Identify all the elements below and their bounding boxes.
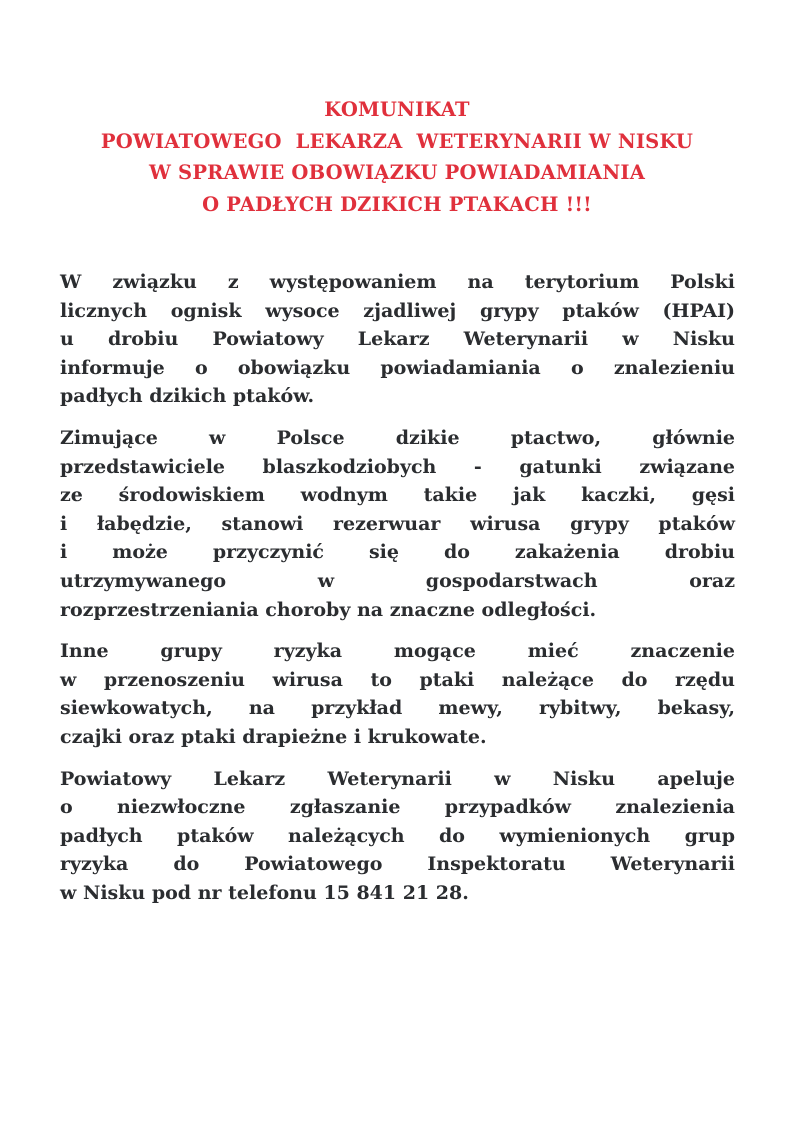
paragraph-wintering-birds [60,424,735,624]
title-line-subject: W SPRAWIE OBOWIĄZKU POWIADAMIANIA [148,161,646,184]
paragraph-other-risk-groups [60,637,735,751]
paragraph-line: ryzyka do Powiatowego Inspektoratu Weterynarii [60,853,735,876]
paragraph-line: i może przyczynić się do zakażenia drobiu [60,541,735,564]
paragraph-line: rozprzestrzeniania choroby na znaczne odległości. [60,598,597,621]
announcement-title [0,94,794,220]
paragraph-line: padłych ptaków należących do wymienionych grup [60,824,735,847]
paragraph-line: siewkowatych, na przykład mewy, rybitwy, bekasy, [60,697,735,720]
paragraph-line: u drobiu Powiatowy Lekarz Weterynarii w Nisku [60,328,735,351]
paragraph-line: i łabędzie, stanowi rezerwuar wirusa grypy ptaków [60,512,735,535]
paragraph-line: W związku z występowaniem na terytorium Polski [60,271,735,293]
paragraph-line: licznych ognisk wysoce zjadliwej grypy ptaków (HPAI) [60,299,735,322]
title-line-topic: O PADŁYCH DZIKICH PTAKACH !!! [202,192,592,216]
paragraph-line-phone: w Nisku pod nr telefonu 15 841 21 28. [60,881,469,904]
paragraph-line: Powiatowy Lekarz Weterynarii w Nisku apeluje [60,767,735,790]
paragraph-appeal-contact [60,765,735,908]
title-line-komunikat: KOMUNIKAT [324,98,470,121]
paragraph-line: przedstawiciele blaszkodziobych - gatunki związane [60,455,735,478]
paragraph-line: informuje o obowiązku powiadamiania o znalezieniu [60,356,735,379]
paragraph-line: Zimujące w Polsce dzikie ptactwo, głównie [60,426,735,449]
paragraph-line: padłych dzikich ptaków. [60,385,315,408]
paragraph-line: w przenoszeniu wirusa to ptaki należące do rzędu [60,668,735,691]
title-line-issuer: POWIATOWEGO LEKARZA WETERYNARII W NISKU [100,129,694,153]
paragraph-line: o niezwłoczne zgłaszanie przypadków znalezienia [60,796,735,819]
paragraph-line: ze środowiskiem wodnym takie jak kaczki, gęsi [60,484,735,507]
announcement-body [60,268,735,920]
paragraph-hpai-outbreaks [60,268,735,411]
paragraph-line: Inne grupy ryzyka mogące mieć znaczenie [60,640,735,663]
paragraph-line: czajki oraz ptaki drapieżne i krukowate. [60,725,487,748]
paragraph-line: utrzymywanego w gospodarstwach oraz [60,569,735,592]
